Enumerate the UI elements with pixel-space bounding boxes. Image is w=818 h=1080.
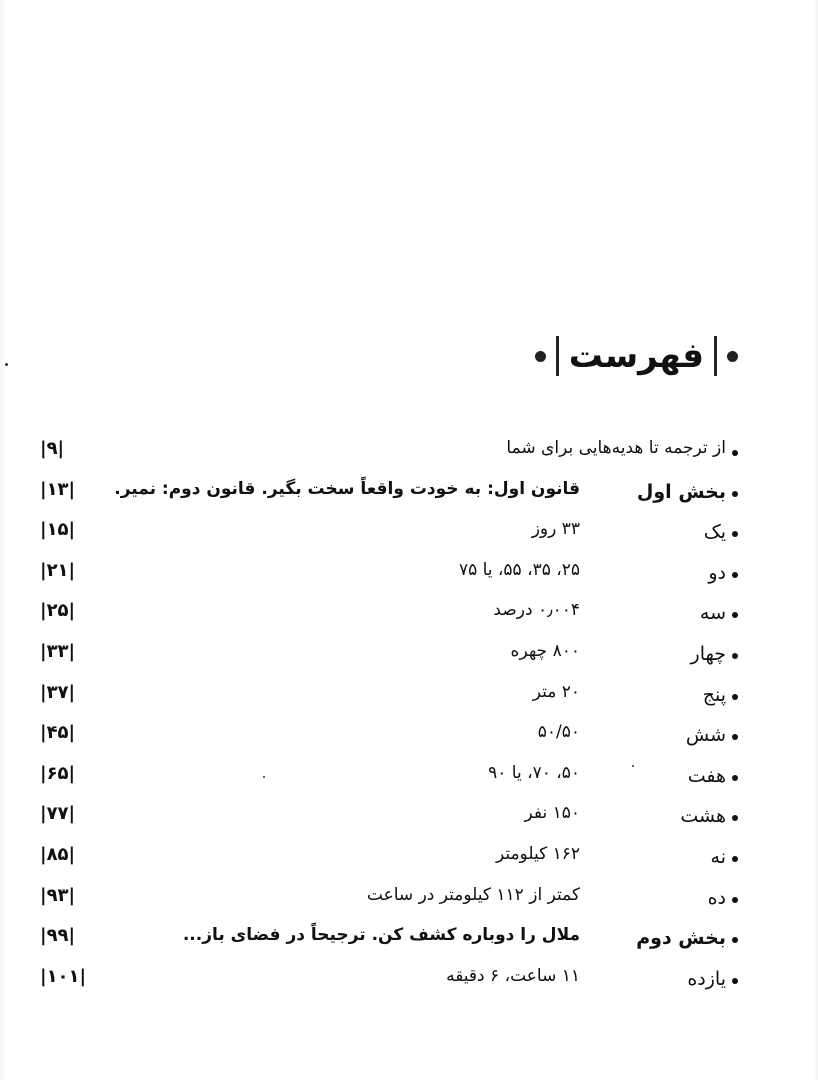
- toc-entry-label: هشت: [680, 805, 726, 828]
- toc-entry-page-number: |۲۵|: [40, 600, 76, 622]
- toc-entry-page-number: |۱۰۱|: [40, 965, 87, 987]
- toc-entry-title: کمتر از ۱۱۲ کیلومتر در ساعت: [366, 884, 580, 905]
- toc-entry: [40, 840, 738, 881]
- bullet-icon: [732, 734, 738, 740]
- bullet-icon: [732, 531, 738, 537]
- bullet-icon: [732, 775, 738, 781]
- toc-entry: [40, 881, 738, 922]
- toc-entry-title: از ترجمه تا هدیه‌هایی برای شما: [506, 438, 726, 458]
- toc-entry-title: ۵۰، ۷۰، یا ۹۰: [488, 762, 580, 783]
- toc-entry-label: بخش اول: [636, 480, 726, 503]
- ink-speck: [5, 363, 8, 366]
- toc-entry-page-number: |۳۳|: [40, 640, 76, 662]
- toc-entry-label: پنج: [702, 683, 726, 706]
- toc-entry-label: نه: [710, 845, 726, 868]
- toc-entry: [40, 475, 738, 516]
- toc-entry-title: ۲۵، ۳۵، ۵۵، یا ۷۵: [458, 559, 580, 580]
- toc-entry-label: ده: [707, 886, 726, 909]
- toc-entry-page-number: |۸۵|: [40, 843, 76, 865]
- toc-entry-title: ۱۵۰ نفر: [524, 803, 580, 824]
- toc-entry-page-number: |۶۵|: [40, 762, 76, 784]
- toc-heading: [535, 336, 738, 376]
- bullet-icon: [732, 572, 738, 578]
- heading-dot-icon: [727, 351, 738, 362]
- toc-entry: [40, 515, 738, 556]
- toc-entry-page-number: |۹۹|: [40, 925, 76, 947]
- toc-entry-page-number: |۱۳|: [40, 478, 76, 500]
- toc-entry-label: شش: [685, 724, 726, 747]
- toc-entry-label: سه: [699, 602, 726, 625]
- toc-heading-text: فهرست: [568, 336, 704, 376]
- toc-entry-page-number: |۹۳|: [40, 884, 76, 906]
- toc-entry-page-number: |۳۷|: [40, 681, 76, 703]
- bullet-icon: [732, 937, 738, 943]
- bullet-icon: [732, 694, 738, 700]
- bullet-icon: [732, 450, 738, 456]
- toc-entry-title: ملال را دوباره کشف کن. ترجیحاً در فضای باز...: [182, 925, 580, 946]
- toc-entry-label: چهار: [690, 642, 726, 665]
- toc-entry-label: یک: [703, 521, 726, 544]
- toc-entry-page-number: |۲۱|: [40, 559, 76, 581]
- toc-entry-title: ۳۳ روز: [531, 519, 580, 540]
- toc-entry: [40, 678, 738, 719]
- toc-entry-page-number: |۴۵|: [40, 722, 76, 744]
- toc-entry-label: هفت: [687, 764, 726, 787]
- toc-entry: [40, 596, 738, 637]
- toc-entry-title: ۵۰/۵۰: [537, 722, 580, 743]
- toc-entry: [40, 556, 738, 597]
- toc-entry: [40, 434, 738, 475]
- toc-entry-title: ۸۰۰ چهره: [510, 640, 580, 661]
- toc-entry: [40, 637, 738, 678]
- toc-entry-label: یازده: [687, 967, 726, 990]
- bullet-icon: [732, 856, 738, 862]
- toc-entry: [40, 759, 738, 800]
- toc-list: [40, 434, 738, 1002]
- bullet-icon: [732, 815, 738, 821]
- heading-bar-icon: [556, 336, 559, 376]
- toc-entry: [40, 962, 738, 1003]
- toc-entry-page-number: |۹|: [40, 438, 65, 459]
- toc-entry-title: ۱۱ ساعت، ۶ دقیقه: [446, 965, 580, 986]
- bullet-icon: [732, 897, 738, 903]
- bullet-icon: [732, 653, 738, 659]
- toc-entry: [40, 718, 738, 759]
- toc-entry-title: ۲۰ متر: [532, 681, 580, 702]
- toc-entry-label: بخش دوم: [636, 927, 726, 950]
- bullet-icon: [732, 978, 738, 984]
- toc-entry: [40, 921, 738, 962]
- toc-entry-label: دو: [708, 561, 726, 584]
- toc-entry-title: ۰٫۰۰۴ درصد: [493, 600, 580, 621]
- bullet-icon: [732, 491, 738, 497]
- toc-entry-page-number: |۷۷|: [40, 803, 76, 825]
- toc-entry-page-number: |۱۵|: [40, 519, 76, 541]
- bullet-icon: [732, 612, 738, 618]
- toc-entry-title: قانون اول: به خودت واقعاً سخت بگیر. قانون دوم: نمیر.: [114, 478, 580, 499]
- toc-entry-title: ۱۶۲ کیلومتر: [495, 843, 580, 864]
- toc-entry: [40, 799, 738, 840]
- heading-bar-icon: [714, 336, 717, 376]
- heading-dot-icon: [535, 351, 546, 362]
